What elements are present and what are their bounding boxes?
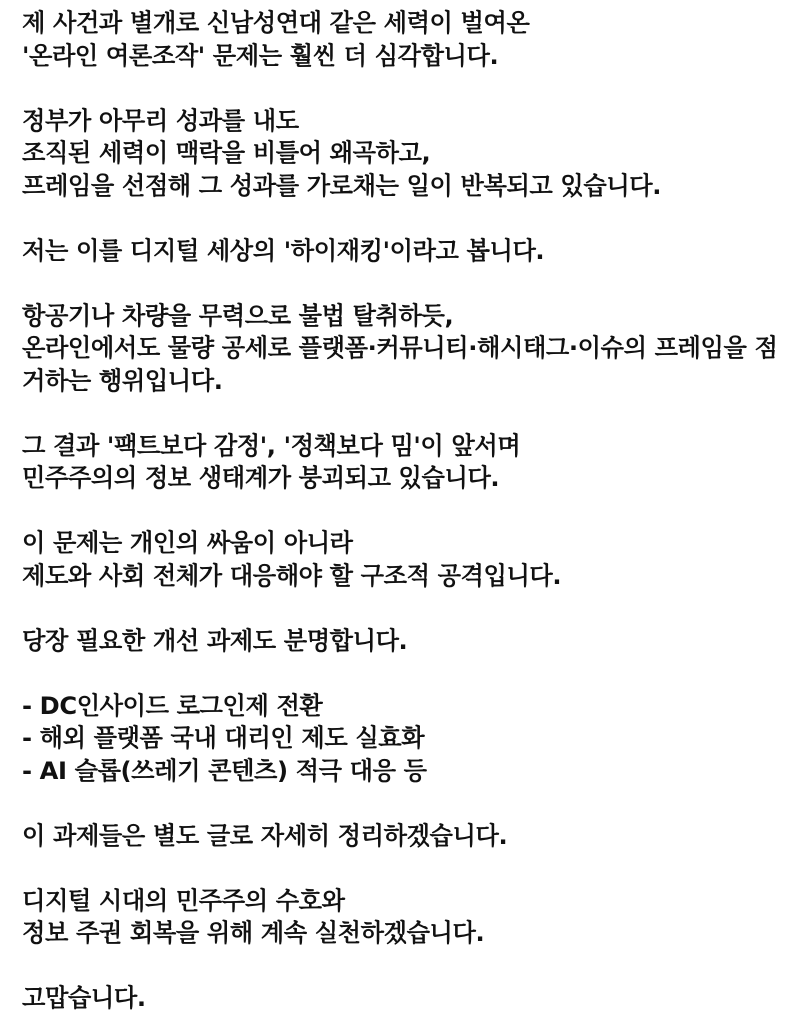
task-list	[22, 690, 792, 788]
list-item: - DC인사이드 로그인제 전환	[22, 691, 323, 720]
text-line: 이 문제는 개인의 싸움이 아니라	[22, 529, 353, 557]
text-line: 이 과제들은 별도 글로 자세히 정리하겠습니다.	[22, 821, 508, 850]
text-line: 프레임을 선점해 그 성과를 가로채는 일이 반복되고 있습니다.	[22, 171, 662, 200]
text-line: 거하는 행위입니다.	[22, 366, 223, 395]
text-line: 저는 이를 디지털 세상의 '하이재킹'이라고 봅니다.	[22, 236, 545, 265]
text-line: 디지털 시대의 민주주의 수호와	[22, 886, 345, 915]
paragraph-result	[22, 430, 792, 495]
paragraph-closing	[22, 982, 792, 1015]
paragraph-intro	[22, 7, 792, 72]
paragraph-followup	[22, 820, 792, 853]
paragraph-government	[22, 105, 792, 203]
list-item: - 해외 플랫폼 국내 대리인 제도 실효화	[22, 724, 425, 752]
paragraph-analogy	[22, 300, 792, 398]
paragraph-hijacking	[22, 235, 792, 268]
text-line: 그 결과 '팩트보다 감정', '정책보다 밈'이 앞서며	[22, 431, 521, 460]
text-line: '온라인 여론조작' 문제는 훨씬 더 심각합니다.	[22, 41, 499, 70]
paragraph-tasks-intro	[22, 625, 792, 658]
document-body	[22, 7, 792, 1015]
text-line: 제 사건과 별개로 신남성연대 같은 세력이 벌여온	[22, 9, 530, 37]
text-line: 민주주의의 정보 생태계가 붕괴되고 있습니다.	[22, 464, 500, 492]
text-line: 당장 필요한 개선 과제도 분명합니다.	[22, 626, 408, 655]
text-line: 항공기나 차량을 무력으로 불법 탈취하듯,	[22, 301, 454, 330]
text-line: 온라인에서도 물량 공세로 플랫폼·커뮤니티·해시태그·이슈의 프레임을 점	[22, 334, 778, 362]
text-line: 조직된 세력이 맥락을 비틀어 왜곡하고,	[22, 139, 431, 167]
list-item: - AI 슬롭(쓰레기 콘텐츠) 적극 대응 등	[22, 756, 427, 785]
paragraph-structural	[22, 527, 792, 592]
paragraph-commitment	[22, 885, 792, 950]
text-line: 제도와 사회 전체가 대응해야 할 구조적 공격입니다.	[22, 561, 562, 590]
text-line: 정부가 아무리 성과를 내도	[22, 106, 299, 135]
closing-text: 고맙습니다.	[22, 984, 146, 1012]
text-line: 정보 주권 회복을 위해 계속 실천하겠습니다.	[22, 919, 485, 947]
